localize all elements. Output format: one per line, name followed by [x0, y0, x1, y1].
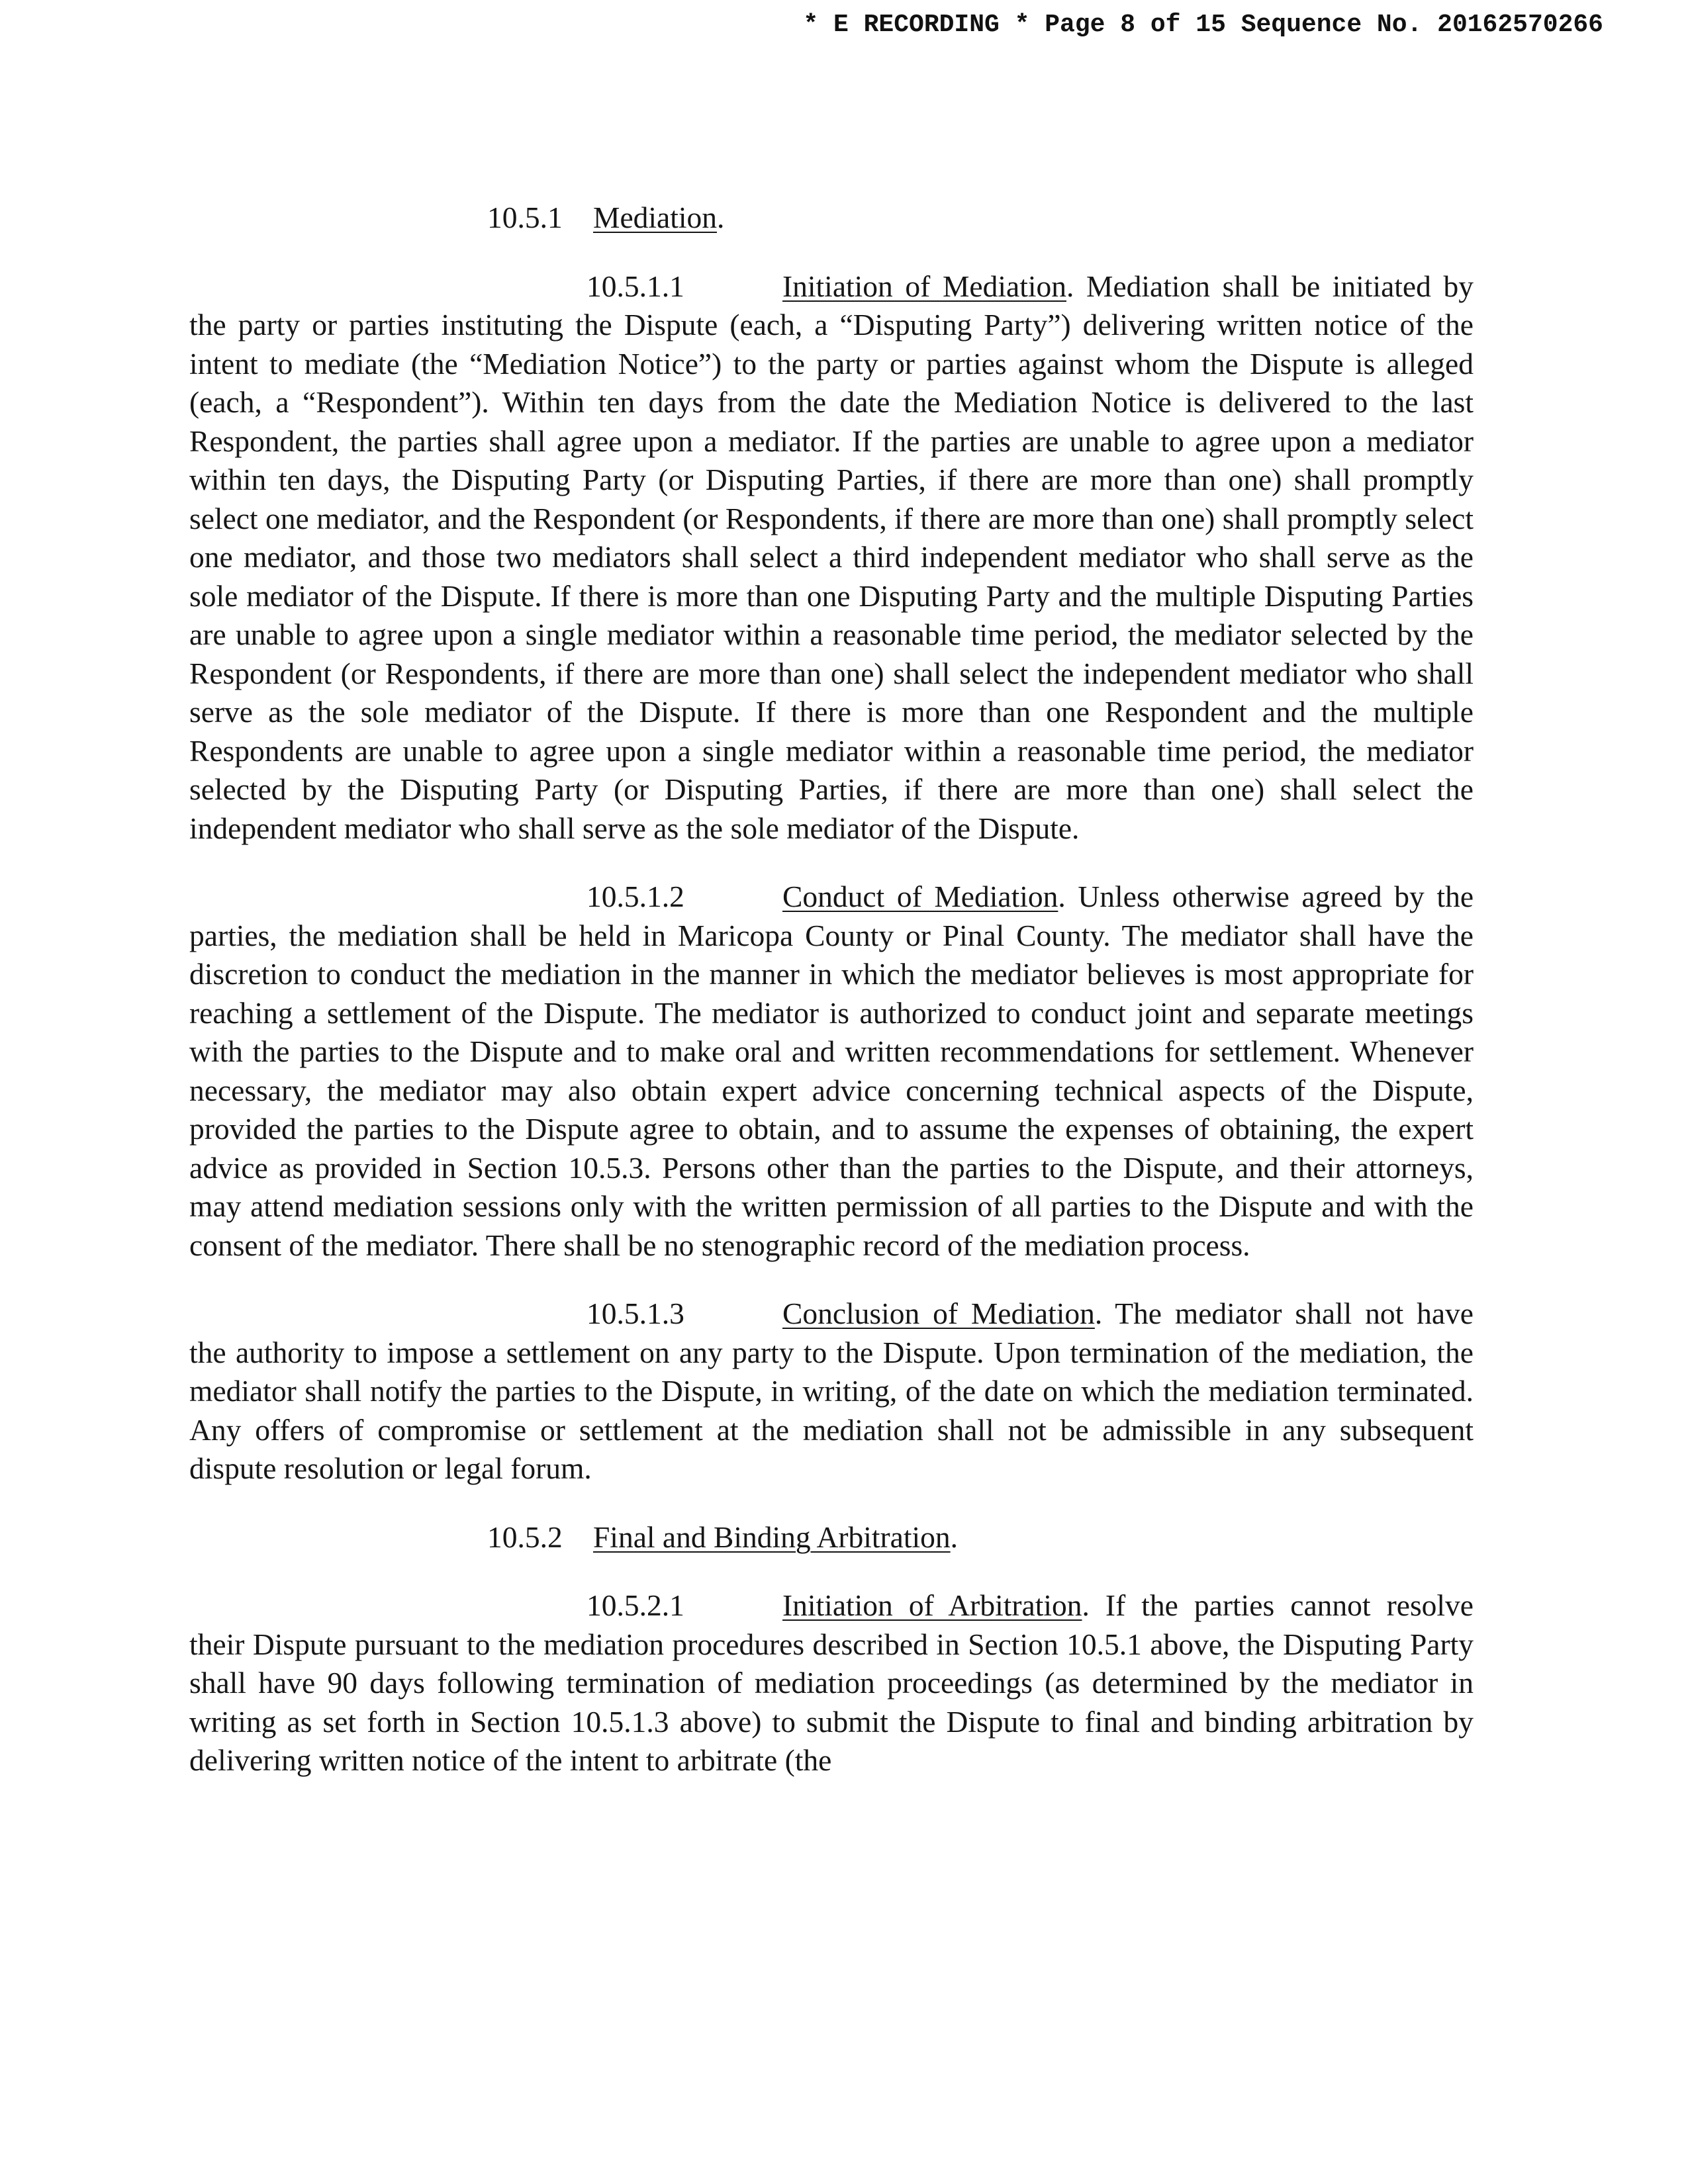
section-title-suffix: . — [717, 201, 725, 234]
document-body — [189, 199, 1474, 1780]
section-title: Final and Binding Arbitration — [593, 1520, 951, 1554]
section-title-suffix: . — [950, 1520, 959, 1554]
paragraph-number: 10.5.1.2 — [586, 880, 684, 913]
section-heading-10-5-2 — [487, 1518, 1474, 1557]
paragraph-10-5-2-1 — [189, 1586, 1474, 1780]
section-title: Mediation — [593, 201, 718, 234]
paragraph-10-5-1-2 — [189, 878, 1474, 1265]
paragraph-body: . Unless otherwise agreed by the parties, the mediation shall be held in Maricopa County or Pinal County. The mediator shall have the discretion to conduct the mediation in the manner in which the mediator believes is most appropriate for reaching a settlement of the Dispute. The mediator is authorized to conduct joint and separate meetings with the parties to the Dispute and to make oral and written recommendations for settlement. Whenever necessary, the mediator may also obtain expert advice concerning technical aspects of the Dispute, provided the parties to the Dispute agree to obtain, and to assume the expenses of obtaining, the expert advice as provided in Section 10.5.3. Persons other than the parties to the Dispute, and their attorneys, may attend mediation sessions only with the written permission of all parties to the Dispute and with the consent of the mediator. There shall be no stenographic record of the mediation process. — [189, 880, 1474, 1262]
paragraph-number: 10.5.2.1 — [586, 1588, 684, 1622]
paragraph-body: . If the parties cannot resolve their Dispute pursuant to the mediation procedures described in Section 10.5.1 above, the Disputing Party shall have 90 days following termination of mediation proceedings (as determined by the mediator in writing as set forth in Section 10.5.1.3 above) to submit the Dispute to final and binding arbitration by delivering written notice of the intent to arbitrate (the — [189, 1588, 1474, 1777]
paragraph-body: . The mediator shall not have the authority to impose a settlement on any party to the Dispute. Upon termination of the mediation, the mediator shall notify the parties to the Dispute, in writing, of the date on which the mediation terminated. Any offers of compromise or settlement at the mediation shall not be admissible in any subsequent dispute resolution or legal forum. — [189, 1297, 1474, 1485]
paragraph-body: . Mediation shall be initiated by the party or parties instituting the Dispute (each, a “Disputing Party”) delivering written notice of the intent to mediate (the “Mediation Notice”) to the party or parties against whom the Dispute is alleged (each, a “Respondent”). Within ten days from the date the Mediation Notice is delivered to the last Respondent, the parties shall agree upon a mediator. If the parties are unable to agree upon a mediator within ten days, the Disputing Party (or Disputing Parties, if there are more than one) shall promptly select one mediator, and the Respondent (or Respondents, if there are more than one) shall promptly select one mediator, and those two mediators shall select a third independent mediator who shall serve as the sole mediator of the Dispute. If there is more than one Disputing Party and the multiple Disputing Parties are unable to agree upon a single mediator within a reasonable time period, the mediator selected by the Respondent (or Respondents, if there are more than one) shall select the independent mediator who shall serve as the sole mediator of the Dispute. If there is more than one Respondent and the multiple Respondents are unable to agree upon a single mediator within a reasonable time period, the mediator selected by the Disputing Party (or Disputing Parties, if there are more than one) shall select the independent mediator who shall serve as the sole mediator of the Dispute. — [189, 269, 1474, 845]
paragraph-title: Initiation of Mediation — [782, 269, 1066, 303]
paragraph-title: Initiation of Arbitration — [782, 1588, 1082, 1622]
paragraph-10-5-1-1 — [189, 267, 1474, 848]
paragraph-title: Conduct of Mediation — [782, 880, 1058, 913]
section-number: 10.5.2 — [487, 1520, 563, 1554]
paragraph-number: 10.5.1.1 — [586, 269, 684, 303]
paragraph-10-5-1-3 — [189, 1295, 1474, 1488]
paragraph-number: 10.5.1.3 — [586, 1297, 684, 1330]
section-heading-10-5-1 — [487, 199, 1474, 238]
recording-header: * E RECORDING * Page 8 of 15 Sequence No. 20162570266 — [803, 11, 1603, 39]
section-number: 10.5.1 — [487, 201, 563, 234]
paragraph-title: Conclusion of Mediation — [782, 1297, 1095, 1330]
